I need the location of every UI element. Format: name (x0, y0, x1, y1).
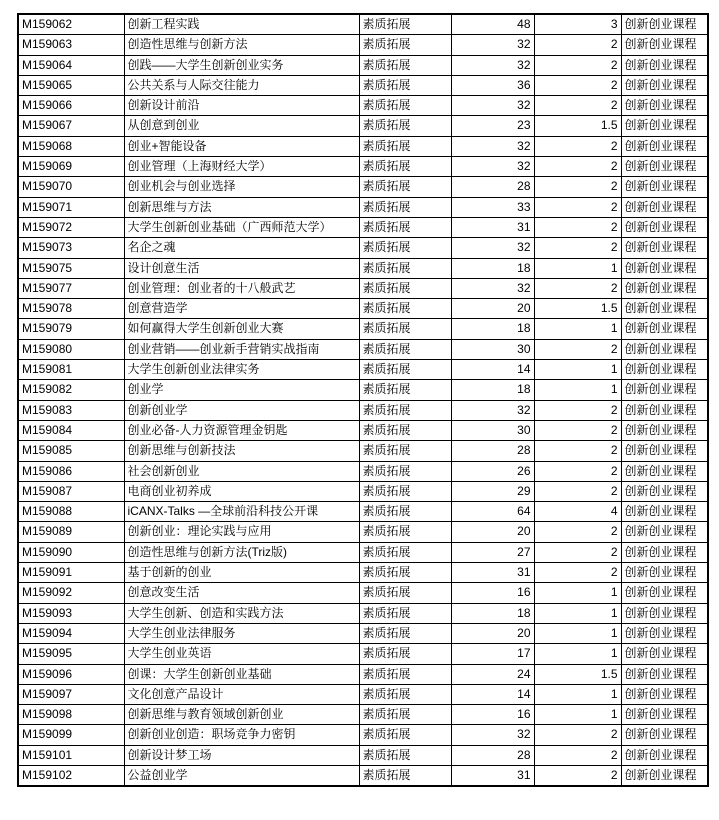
cell-category: 素质拓展 (359, 299, 451, 319)
cell-type: 创新创业课程 (621, 116, 708, 136)
cell-credits: 2 (534, 745, 621, 765)
cell-credits: 1 (534, 583, 621, 603)
table-row (18, 583, 708, 603)
cell-hours: 32 (451, 238, 534, 258)
cell-code: M159080 (18, 339, 124, 359)
cell-type: 创新创业课程 (621, 14, 708, 35)
cell-code: M159085 (18, 441, 124, 461)
cell-credits: 2 (534, 481, 621, 501)
cell-code: M159075 (18, 258, 124, 278)
cell-hours: 27 (451, 542, 534, 562)
cell-code: M159071 (18, 197, 124, 217)
cell-code: M159066 (18, 96, 124, 116)
table-row (18, 461, 708, 481)
cell-category: 素质拓展 (359, 177, 451, 197)
table-row (18, 177, 708, 197)
cell-name: 公共关系与人际交往能力 (124, 75, 359, 95)
cell-code: M159086 (18, 461, 124, 481)
cell-name: 创业营销——创业新手营销实战指南 (124, 339, 359, 359)
table-row (18, 522, 708, 542)
cell-name: 创业管理：创业者的十八般武艺 (124, 278, 359, 298)
cell-category: 素质拓展 (359, 55, 451, 75)
table-row (18, 197, 708, 217)
cell-code: M159082 (18, 380, 124, 400)
cell-type: 创新创业课程 (621, 75, 708, 95)
cell-code: M159064 (18, 55, 124, 75)
cell-credits: 2 (534, 725, 621, 745)
cell-name: 大学生创新创业法律实务 (124, 360, 359, 380)
cell-type: 创新创业课程 (621, 583, 708, 603)
cell-name: iCANX-Talks —全球前沿科技公开课 (124, 502, 359, 522)
table-row (18, 238, 708, 258)
cell-type: 创新创业课程 (621, 197, 708, 217)
cell-credits: 2 (534, 765, 621, 786)
table-row (18, 55, 708, 75)
table-row (18, 623, 708, 643)
cell-hours: 24 (451, 664, 534, 684)
cell-category: 素质拓展 (359, 35, 451, 55)
cell-code: M159091 (18, 563, 124, 583)
cell-name: 创课：大学生创新创业基础 (124, 664, 359, 684)
cell-name: 创新创业：理论实践与应用 (124, 522, 359, 542)
cell-category: 素质拓展 (359, 725, 451, 745)
cell-name: 创新工程实践 (124, 14, 359, 35)
cell-code: M159072 (18, 217, 124, 237)
cell-type: 创新创业课程 (621, 664, 708, 684)
cell-name: 大学生创新、创造和实践方法 (124, 603, 359, 623)
cell-name: 创造性思维与创新方法(Triz版) (124, 542, 359, 562)
cell-code: M159069 (18, 157, 124, 177)
cell-type: 创新创业课程 (621, 441, 708, 461)
cell-hours: 31 (451, 217, 534, 237)
cell-code: M159070 (18, 177, 124, 197)
cell-credits: 2 (534, 278, 621, 298)
cell-category: 素质拓展 (359, 623, 451, 643)
cell-credits: 2 (534, 177, 621, 197)
cell-name: 创业必备-人力资源管理金钥匙 (124, 420, 359, 440)
cell-name: 创新设计前沿 (124, 96, 359, 116)
cell-category: 素质拓展 (359, 116, 451, 136)
cell-hours: 32 (451, 96, 534, 116)
cell-credits: 1 (534, 380, 621, 400)
cell-type: 创新创业课程 (621, 725, 708, 745)
cell-hours: 28 (451, 745, 534, 765)
cell-hours: 14 (451, 360, 534, 380)
cell-type: 创新创业课程 (621, 461, 708, 481)
cell-type: 创新创业课程 (621, 319, 708, 339)
cell-credits: 2 (534, 197, 621, 217)
cell-code: M159099 (18, 725, 124, 745)
cell-name: 创意营造学 (124, 299, 359, 319)
cell-name: 创业管理（上海财经大学） (124, 157, 359, 177)
cell-type: 创新创业课程 (621, 522, 708, 542)
cell-credits: 2 (534, 55, 621, 75)
cell-category: 素质拓展 (359, 420, 451, 440)
table-row (18, 380, 708, 400)
cell-code: M159073 (18, 238, 124, 258)
cell-hours: 20 (451, 299, 534, 319)
cell-code: M159087 (18, 481, 124, 501)
cell-type: 创新创业课程 (621, 745, 708, 765)
cell-name: 创新创业学 (124, 400, 359, 420)
cell-credits: 1 (534, 258, 621, 278)
cell-credits: 1 (534, 623, 621, 643)
cell-category: 素质拓展 (359, 644, 451, 664)
cell-category: 素质拓展 (359, 583, 451, 603)
cell-type: 创新创业课程 (621, 299, 708, 319)
cell-hours: 31 (451, 563, 534, 583)
cell-category: 素质拓展 (359, 461, 451, 481)
table-row (18, 745, 708, 765)
cell-category: 素质拓展 (359, 197, 451, 217)
cell-category: 素质拓展 (359, 75, 451, 95)
cell-hours: 32 (451, 35, 534, 55)
cell-credits: 2 (534, 238, 621, 258)
cell-hours: 48 (451, 14, 534, 35)
course-table-container (17, 13, 709, 787)
cell-code: M159078 (18, 299, 124, 319)
table-row (18, 157, 708, 177)
course-table-body (18, 14, 708, 786)
table-row (18, 705, 708, 725)
cell-credits: 2 (534, 400, 621, 420)
cell-type: 创新创业课程 (621, 420, 708, 440)
cell-hours: 31 (451, 765, 534, 786)
cell-code: M159090 (18, 542, 124, 562)
cell-credits: 2 (534, 441, 621, 461)
cell-name: 创新思维与创新技法 (124, 441, 359, 461)
cell-category: 素质拓展 (359, 157, 451, 177)
cell-type: 创新创业课程 (621, 563, 708, 583)
table-row (18, 136, 708, 156)
cell-code: M159065 (18, 75, 124, 95)
table-row (18, 542, 708, 562)
cell-hours: 26 (451, 461, 534, 481)
cell-hours: 32 (451, 157, 534, 177)
cell-type: 创新创业课程 (621, 765, 708, 786)
cell-credits: 1 (534, 319, 621, 339)
cell-code: M159102 (18, 765, 124, 786)
cell-credits: 1.5 (534, 116, 621, 136)
cell-name: 从创意到创业 (124, 116, 359, 136)
cell-hours: 18 (451, 603, 534, 623)
cell-type: 创新创业课程 (621, 400, 708, 420)
cell-category: 素质拓展 (359, 400, 451, 420)
cell-name: 创业+智能设备 (124, 136, 359, 156)
cell-hours: 20 (451, 522, 534, 542)
table-row (18, 35, 708, 55)
cell-name: 创造性思维与创新方法 (124, 35, 359, 55)
cell-hours: 28 (451, 177, 534, 197)
cell-name: 公益创业学 (124, 765, 359, 786)
cell-credits: 2 (534, 339, 621, 359)
table-row (18, 684, 708, 704)
cell-type: 创新创业课程 (621, 96, 708, 116)
table-row (18, 664, 708, 684)
cell-category: 素质拓展 (359, 217, 451, 237)
cell-type: 创新创业课程 (621, 603, 708, 623)
cell-hours: 29 (451, 481, 534, 501)
cell-type: 创新创业课程 (621, 481, 708, 501)
cell-credits: 2 (534, 420, 621, 440)
cell-hours: 18 (451, 319, 534, 339)
cell-name: 设计创意生活 (124, 258, 359, 278)
cell-type: 创新创业课程 (621, 177, 708, 197)
table-row (18, 400, 708, 420)
cell-hours: 17 (451, 644, 534, 664)
cell-category: 素质拓展 (359, 96, 451, 116)
cell-code: M159083 (18, 400, 124, 420)
table-row (18, 217, 708, 237)
cell-category: 素质拓展 (359, 664, 451, 684)
cell-name: 文化创意产品设计 (124, 684, 359, 704)
cell-name: 名企之魂 (124, 238, 359, 258)
cell-code: M159067 (18, 116, 124, 136)
cell-code: M159081 (18, 360, 124, 380)
cell-name: 创意改变生活 (124, 583, 359, 603)
cell-type: 创新创业课程 (621, 644, 708, 664)
cell-credits: 4 (534, 502, 621, 522)
cell-category: 素质拓展 (359, 380, 451, 400)
cell-code: M159094 (18, 623, 124, 643)
cell-category: 素质拓展 (359, 339, 451, 359)
cell-category: 素质拓展 (359, 542, 451, 562)
cell-category: 素质拓展 (359, 502, 451, 522)
cell-category: 素质拓展 (359, 603, 451, 623)
cell-hours: 16 (451, 705, 534, 725)
cell-hours: 33 (451, 197, 534, 217)
cell-hours: 32 (451, 400, 534, 420)
cell-credits: 2 (534, 35, 621, 55)
cell-category: 素质拓展 (359, 481, 451, 501)
cell-hours: 32 (451, 55, 534, 75)
cell-category: 素质拓展 (359, 705, 451, 725)
cell-name: 大学生创业英语 (124, 644, 359, 664)
table-row (18, 563, 708, 583)
cell-name: 创新思维与教育领域创新创业 (124, 705, 359, 725)
cell-credits: 2 (534, 75, 621, 95)
cell-category: 素质拓展 (359, 258, 451, 278)
cell-credits: 2 (534, 461, 621, 481)
cell-type: 创新创业课程 (621, 157, 708, 177)
table-row (18, 339, 708, 359)
cell-name: 社会创新创业 (124, 461, 359, 481)
cell-credits: 1 (534, 644, 621, 664)
table-row (18, 603, 708, 623)
cell-type: 创新创业课程 (621, 339, 708, 359)
cell-credits: 3 (534, 14, 621, 35)
table-row (18, 360, 708, 380)
cell-code: M159097 (18, 684, 124, 704)
cell-code: M159101 (18, 745, 124, 765)
cell-category: 素质拓展 (359, 238, 451, 258)
cell-type: 创新创业课程 (621, 217, 708, 237)
cell-hours: 20 (451, 623, 534, 643)
cell-name: 创业机会与创业选择 (124, 177, 359, 197)
cell-hours: 64 (451, 502, 534, 522)
cell-category: 素质拓展 (359, 14, 451, 35)
cell-type: 创新创业课程 (621, 623, 708, 643)
cell-type: 创新创业课程 (621, 278, 708, 298)
cell-category: 素质拓展 (359, 745, 451, 765)
cell-credits: 1 (534, 360, 621, 380)
cell-code: M159098 (18, 705, 124, 725)
cell-category: 素质拓展 (359, 563, 451, 583)
cell-code: M159096 (18, 664, 124, 684)
cell-category: 素质拓展 (359, 684, 451, 704)
table-row (18, 765, 708, 786)
table-row (18, 502, 708, 522)
cell-category: 素质拓展 (359, 319, 451, 339)
cell-credits: 1 (534, 684, 621, 704)
table-row (18, 441, 708, 461)
cell-name: 创业学 (124, 380, 359, 400)
cell-hours: 30 (451, 420, 534, 440)
table-row (18, 75, 708, 95)
cell-hours: 23 (451, 116, 534, 136)
cell-hours: 28 (451, 441, 534, 461)
cell-credits: 1 (534, 603, 621, 623)
cell-hours: 18 (451, 380, 534, 400)
cell-hours: 32 (451, 725, 534, 745)
table-row (18, 258, 708, 278)
cell-code: M159062 (18, 14, 124, 35)
cell-code: M159063 (18, 35, 124, 55)
cell-type: 创新创业课程 (621, 502, 708, 522)
table-row (18, 725, 708, 745)
cell-code: M159068 (18, 136, 124, 156)
cell-type: 创新创业课程 (621, 380, 708, 400)
cell-name: 创新思维与方法 (124, 197, 359, 217)
cell-category: 素质拓展 (359, 441, 451, 461)
cell-name: 创新设计梦工场 (124, 745, 359, 765)
cell-type: 创新创业课程 (621, 684, 708, 704)
cell-type: 创新创业课程 (621, 360, 708, 380)
cell-credits: 2 (534, 522, 621, 542)
cell-name: 大学生创业法律服务 (124, 623, 359, 643)
cell-code: M159084 (18, 420, 124, 440)
cell-name: 创践——大学生创新创业实务 (124, 55, 359, 75)
cell-category: 素质拓展 (359, 360, 451, 380)
cell-credits: 2 (534, 96, 621, 116)
cell-name: 如何赢得大学生创新创业大赛 (124, 319, 359, 339)
table-row (18, 299, 708, 319)
cell-category: 素质拓展 (359, 136, 451, 156)
table-row (18, 319, 708, 339)
cell-credits: 2 (534, 563, 621, 583)
cell-code: M159092 (18, 583, 124, 603)
cell-credits: 1 (534, 705, 621, 725)
cell-type: 创新创业课程 (621, 705, 708, 725)
table-row (18, 116, 708, 136)
cell-credits: 2 (534, 542, 621, 562)
cell-type: 创新创业课程 (621, 55, 708, 75)
table-row (18, 96, 708, 116)
cell-code: M159089 (18, 522, 124, 542)
cell-code: M159095 (18, 644, 124, 664)
cell-category: 素质拓展 (359, 522, 451, 542)
cell-credits: 2 (534, 217, 621, 237)
table-row (18, 14, 708, 35)
cell-name: 电商创业初养成 (124, 481, 359, 501)
cell-category: 素质拓展 (359, 278, 451, 298)
cell-type: 创新创业课程 (621, 542, 708, 562)
table-row (18, 644, 708, 664)
course-table (17, 13, 709, 787)
cell-hours: 18 (451, 258, 534, 278)
cell-hours: 36 (451, 75, 534, 95)
cell-code: M159093 (18, 603, 124, 623)
cell-name: 基于创新的创业 (124, 563, 359, 583)
cell-type: 创新创业课程 (621, 258, 708, 278)
cell-code: M159088 (18, 502, 124, 522)
cell-type: 创新创业课程 (621, 238, 708, 258)
cell-name: 大学生创新创业基础（广西师范大学） (124, 217, 359, 237)
table-row (18, 278, 708, 298)
cell-name: 创新创业创造：职场竞争力密钥 (124, 725, 359, 745)
cell-credits: 1.5 (534, 664, 621, 684)
cell-credits: 2 (534, 136, 621, 156)
cell-hours: 30 (451, 339, 534, 359)
cell-hours: 32 (451, 136, 534, 156)
table-row (18, 481, 708, 501)
cell-code: M159079 (18, 319, 124, 339)
cell-hours: 16 (451, 583, 534, 603)
cell-code: M159077 (18, 278, 124, 298)
cell-credits: 1.5 (534, 299, 621, 319)
cell-credits: 2 (534, 157, 621, 177)
cell-hours: 32 (451, 278, 534, 298)
table-row (18, 420, 708, 440)
cell-type: 创新创业课程 (621, 136, 708, 156)
cell-hours: 14 (451, 684, 534, 704)
cell-type: 创新创业课程 (621, 35, 708, 55)
cell-category: 素质拓展 (359, 765, 451, 786)
